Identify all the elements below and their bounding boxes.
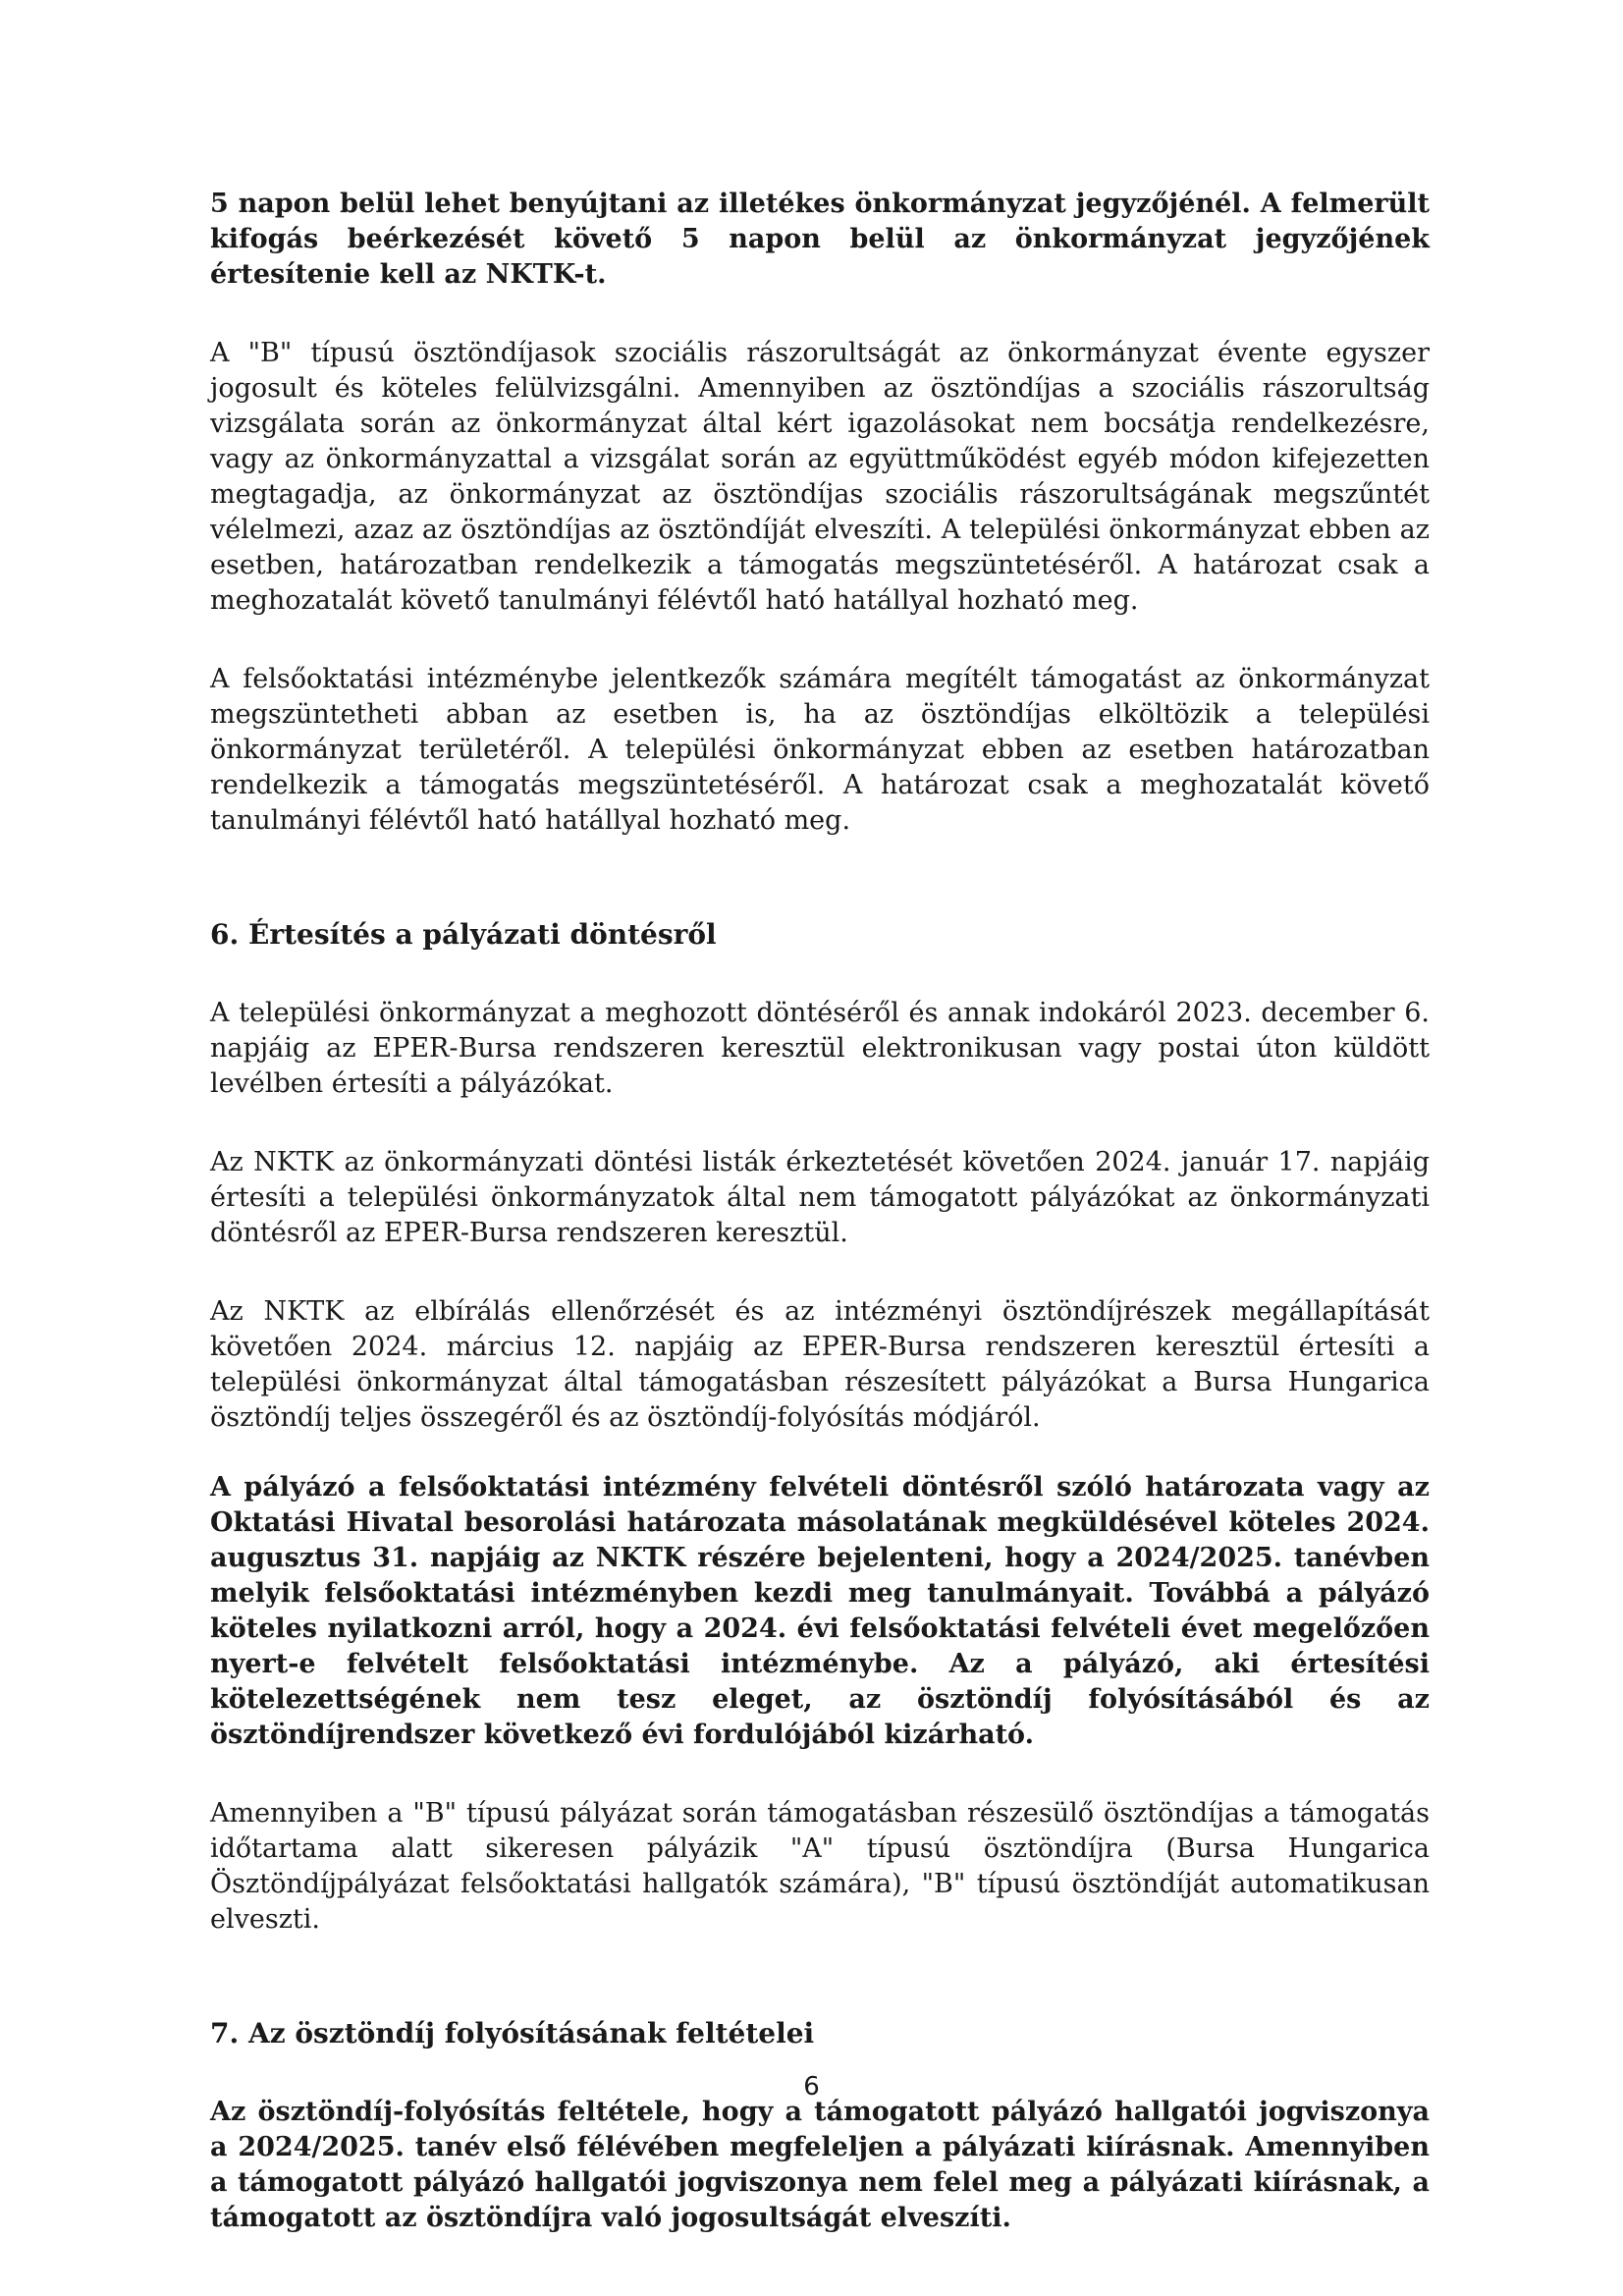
section-heading-7: 7. Az ösztöndíj folyósításának feltételei — [210, 2017, 815, 2050]
paragraph-relocation: A felsőoktatási intézménybe jelentkezők számára megítélt támogatást az önkormányzat megszüntetheti abban az esetben is, ha az ösztöndíjas elköltözik a települési önkormányzat területéről. A települési önkormányzat ebben az esetben határozatban rendelkezik a támogatás megszüntetéséről. A határozat csak a meghozatalát követő tanulmányi félévtől ható hatállyal hozható meg. — [210, 664, 1430, 836]
paragraph-nktk-march: Az NKTK az elbírálás ellenőrzését és az intézményi ösztöndíjrészek megállapítását követően 2024. március 12. napjáig az EPER-Bursa rendszeren keresztül értesíti a települési önkormányzat által támogatásban részesített pályázókat a Bursa Hungarica ösztöndíj teljes összegéről és az ösztöndíj-folyósítás módjáról. — [210, 1296, 1430, 1433]
paragraph-applicant-obligation: A pályázó a felsőoktatási intézmény felvételi döntésről szóló határozata vagy az Oktatási Hivatal besorolási határozata másolatának megküldésével köteles 2024. augusztus 31. napjáig az NKTK részére bejelenteni, hogy a 2024/2025. tanévben melyik felsőoktatási intézményben kezdi meg tanulmányait. Továbbá a pályázó köteles nyilatkozni arról, hogy a 2024. évi felsőoktatási felvételi évet megelőzően nyert-e felvételt felsőoktatási intézménybe. Az a pályázó, aki értesítési kötelezettségének nem tesz eleget, az ösztöndíj folyósításából és az ösztöndíjrendszer következő évi fordulójából kizárható. — [210, 1472, 1430, 1750]
paragraph-municipal-notice: A települési önkormányzat a meghozott döntéséről és annak indokáról 2023. december 6. napjáig az EPER-Bursa rendszeren keresztül elektronikusan vagy postai úton küldött levélben értesíti a pályázókat. — [210, 998, 1430, 1099]
paragraph-objection-deadline: 5 napon belül lehet benyújtani az illetékes önkormányzat jegyzőjénél. A felmerült kifogás beérkezését követő 5 napon belül az önkormányzat jegyzőjének értesítenie kell az NKTK-t. — [210, 189, 1430, 290]
paragraph-nktk-january: Az NKTK az önkormányzati döntési listák érkeztetését követően 2024. január 17. napjáig értesíti a települési önkormányzatok által nem támogatott pályázókat az önkormányzati döntésről az EPER-Bursa rendszeren keresztül. — [210, 1147, 1430, 1248]
paragraph-disbursement-condition: Az ösztöndíj-folyósítás feltétele, hogy a támogatott pályázó hallgatói jogviszonya a 2024/2025. tanév első félévében megfeleljen a pályázati kiírásnak. Amennyiben a támogatott pályázó hallgatói jogviszonya nem felel meg a pályázati kiírásnak, a támogatott az ösztöndíjra való jogosultságát elveszíti. — [210, 2097, 1430, 2233]
document-page — [210, 187, 1430, 2236]
page-number: 6 — [803, 2072, 820, 2102]
section-heading-6: 6. Értesítés a pályázati döntésről — [210, 918, 717, 951]
paragraph-social-review: A "B" típusú ösztöndíjasok szociális rászorultságát az önkormányzat évente egyszer jogosult és köteles felülvizsgálni. Amennyiben az ösztöndíjas a szociális rászorultság vizsgálata során az önkormányzat által kért igazolásokat nem bocsátja rendelkezésre, vagy az önkormányzattal a vizsgálat során az együttműködést egyéb módon kifejezetten megtagadja, az önkormányzat az ösztöndíjas szociális rászorultságának megszűntét vélelmezi, azaz az ösztöndíjas az ösztöndíját elveszíti. A települési önkormányzat ebben az esetben, határozatban rendelkezik a támogatás megszüntetéséről. A határozat csak a meghozatalát követő tanulmányi félévtől ható hatállyal hozható meg. — [210, 338, 1430, 616]
paragraph-type-b-loss: Amennyiben a "B" típusú pályázat során támogatásban részesülő ösztöndíjas a támogatás időtartama alatt sikeresen pályázik "A" típusú ösztöndíjra (Bursa Hungarica Ösztöndíjpályázat felsőoktatási hallgatók számára), "B" típusú ösztöndíját automatikusan elveszti. — [210, 1798, 1430, 1935]
